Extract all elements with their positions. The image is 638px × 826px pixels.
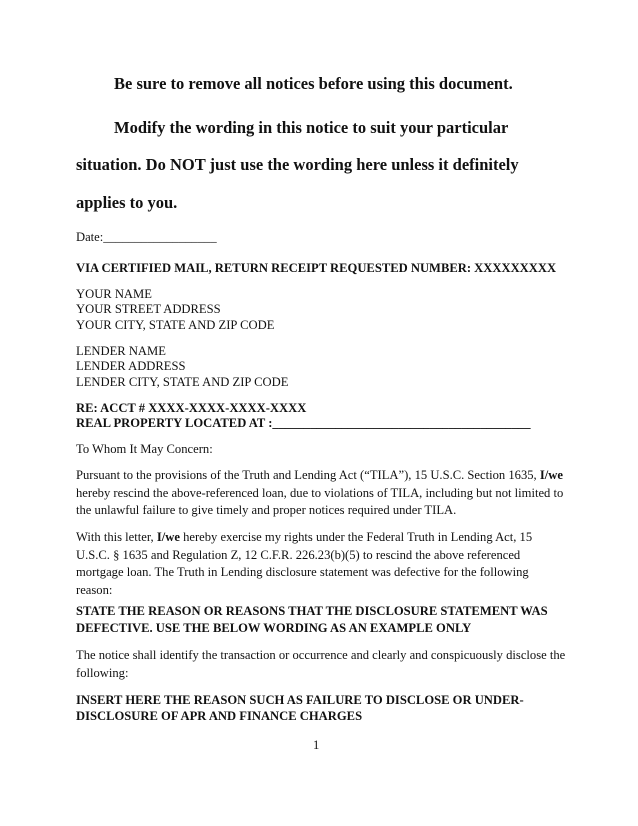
page-number: 1 — [313, 738, 320, 752]
instruction-reason-line-2: DEFECTIVE. USE THE BELOW WORDING AS AN EXAMPLE ONLY — [76, 621, 472, 635]
paragraph-notice-identify: The notice shall identify the transaction or occurrence and clearly and conspicuously disclose the following: — [76, 648, 566, 680]
via-certified-mail-line: VIA CERTIFIED MAIL, RETURN RECEIPT REQUESTED NUMBER: XXXXXXXXX — [76, 261, 557, 275]
paragraph-rescission-text-2: hereby rescind the above-referenced loan, due to violations of TILA, including but not limited to the unlawful failure to give timely and proper notices required under TILA. — [76, 485, 564, 517]
paragraph-exercise-rights — [76, 529, 568, 599]
sender-street: YOUR STREET ADDRESS — [76, 302, 221, 316]
notice-line-4: applies to you. — [76, 193, 178, 212]
paragraph-exercise-text-2: hereby exercise my rights under the Federal Truth in Lending Act, 15 U.S.C. § 1635 and Regulation Z, 12 C.F.R. 226.23(b)(5) to rescind the above referenced mortgage loan. The Truth in Lending disclosure statement was defective for the following reason: — [76, 530, 533, 597]
paragraph-rescission — [76, 467, 568, 520]
re-account-line: RE: ACCT # XXXX-XXXX-XXXX-XXXX — [76, 401, 307, 415]
paragraph-exercise-text-1: With this letter, — [76, 530, 157, 544]
re-property-line: REAL PROPERTY LOCATED AT :_________________________________________ — [76, 416, 531, 430]
instruction-insert-line-2: DISCLOSURE OF APR AND FINANCE CHARGES — [76, 709, 363, 723]
paragraph-exercise-bold: I/we — [156, 530, 180, 544]
paragraph-rescission-text-1: Pursuant to the provisions of the Truth and Lending Act (“TILA”), 15 U.S.C. Section 1635, — [76, 468, 540, 482]
notice-line-3: situation. Do NOT just use the wording here unless it definitely — [76, 155, 519, 174]
notice-line-1: Be sure to remove all notices before using this document. — [114, 74, 513, 93]
instruction-insert-line-1: INSERT HERE THE REASON SUCH AS FAILURE TO DISCLOSE OR UNDER- — [76, 693, 524, 707]
paragraph-rescission-bold: I/we — [539, 468, 563, 482]
salutation: To Whom It May Concern: — [76, 442, 213, 456]
sender-name: YOUR NAME — [76, 287, 152, 301]
sender-city: YOUR CITY, STATE AND ZIP CODE — [76, 318, 275, 332]
lender-city: LENDER CITY, STATE AND ZIP CODE — [76, 375, 289, 389]
lender-name: LENDER NAME — [76, 344, 166, 358]
instruction-reason-line-1: STATE THE REASON OR REASONS THAT THE DISCLOSURE STATEMENT WAS — [76, 604, 548, 618]
date-line: Date:__________________ — [76, 230, 217, 244]
notice-line-2: Modify the wording in this notice to suit your particular — [114, 118, 509, 137]
lender-address: LENDER ADDRESS — [76, 359, 186, 373]
